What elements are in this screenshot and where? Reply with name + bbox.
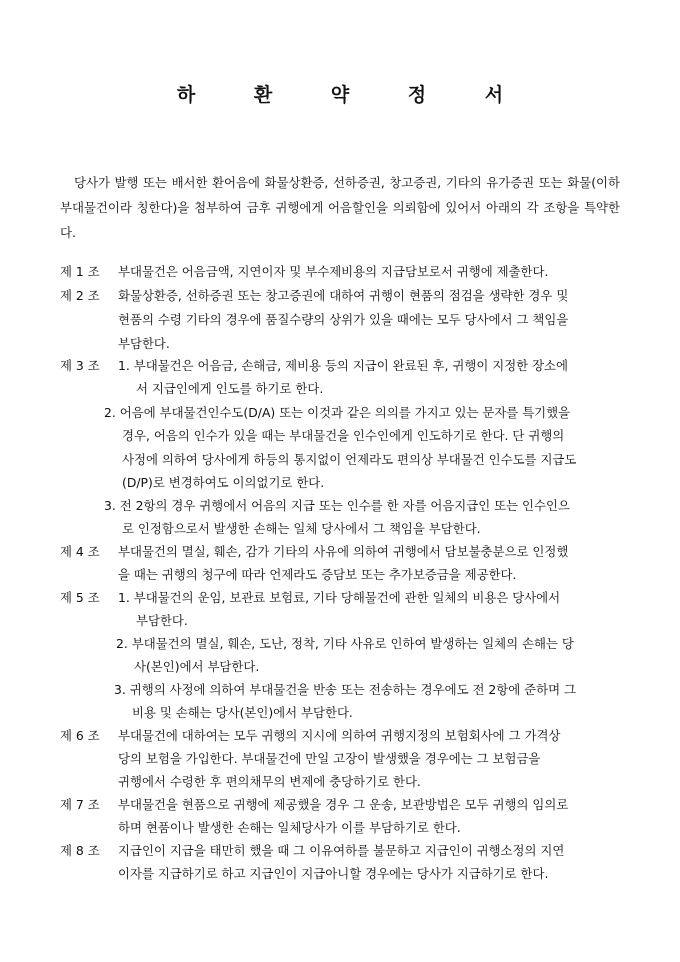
article-6-line: 귀행에서 수령한 후 편의채무의 변제에 충당하기로 한다. bbox=[118, 774, 421, 789]
article-5-item-2-line: 2. 부대물건의 멸실, 훼손, 도난, 정착, 기타 사유로 인하여 발생하는 일체의 손해는 당 bbox=[116, 636, 574, 651]
article-3-label: 제 3 조 bbox=[60, 358, 100, 373]
article-5-item-3-line: 비용 및 손해는 당사(본인)에서 부담한다. bbox=[132, 705, 353, 720]
article-6-line: 부대물건에 대하여는 모두 귀행의 지시에 의하여 귀행지정의 보험회사에 그 가격상 bbox=[118, 728, 561, 743]
article-8-line: 이자를 지급하기로 하고 지급인이 지급아니할 경우에는 당사가 지급하기로 한다. bbox=[118, 866, 549, 881]
article-2-line: 현품의 수령 기타의 경우에 품질수량의 상위가 있을 때에는 모두 당사에서 그 책임을 bbox=[118, 312, 569, 327]
article-2-line: 화물상환증, 선하증권 또는 창고증권에 대하여 귀행이 현품의 점검을 생략한 경우 및 bbox=[118, 288, 569, 303]
article-3-item-2-line: (D/P)로 변경하여도 이의없기로 한다. bbox=[122, 475, 325, 490]
article-3-item-3-line: 3. 전 2항의 경우 귀행에서 어음의 지급 또는 인수를 한 자를 어음지급인 또는 인수인으 bbox=[104, 498, 570, 513]
article-6-line: 당의 보험을 가입한다. 부대물건에 만일 고장이 발생했을 경우에는 그 보험금을 bbox=[118, 751, 541, 766]
article-5-item-3-line: 3. 귀행의 사정에 의하여 부대물건을 반송 또는 전송하는 경우에도 전 2항에 준하며 그 bbox=[114, 682, 576, 697]
article-4-label: 제 4 조 bbox=[60, 544, 100, 559]
article-8-label: 제 8 조 bbox=[60, 843, 100, 858]
article-8-line: 지급인이 지급을 태만히 했을 때 그 이유여하를 불문하고 지급인이 귀행소정의 지연 bbox=[118, 843, 565, 858]
article-5-item-1-line: 1. 부대물건의 운임, 보관료 보험료, 기타 당해물건에 관한 일체의 비용은 당사에서 bbox=[118, 590, 561, 605]
article-3-item-1-line: 1. 부대물건은 어음금, 손해금, 제비용 등의 지급이 완료된 후, 귀행이 지정한 장소에 bbox=[118, 358, 568, 373]
article-3-item-2-line: 경우, 어음의 인수가 있을 때는 부대물건을 인수인에게 인도하기로 한다. 단 귀행의 bbox=[122, 428, 565, 443]
article-4-line: 을 때는 귀행의 청구에 따라 언제라도 증담보 또는 추가보증금을 제공한다. bbox=[118, 567, 517, 582]
article-2-line: 부담한다. bbox=[118, 336, 170, 351]
article-4-line: 부대물건의 멸실, 훼손, 감가 기타의 사유에 의하여 귀행에서 담보불충분으로 인정했 bbox=[118, 544, 569, 559]
article-3-item-2-line: 2. 어음에 부대물건인수도(D/A) 또는 이것과 같은 의의를 가지고 있는 문자를 특기했을 bbox=[104, 405, 571, 420]
article-5-item-1-line: 부담한다. bbox=[136, 613, 188, 628]
article-7-line: 부대물건을 현품으로 귀행에 제공했을 경우 그 운송, 보관방법은 모두 귀행의 임의로 bbox=[118, 797, 569, 812]
article-5-label: 제 5 조 bbox=[60, 590, 100, 605]
article-7-label: 제 7 조 bbox=[60, 797, 100, 812]
article-7-line: 하며 현품이나 발생한 손해는 일체당사가 이를 부담하기로 한다. bbox=[118, 820, 461, 835]
article-2-label: 제 2 조 bbox=[60, 288, 100, 303]
article-3-item-2-line: 사정에 의하여 당사에게 하등의 통지없이 언제라도 편의상 부대물건 인수도를 지급도 bbox=[122, 452, 577, 467]
article-3-item-3-line: 로 인정함으로서 발생한 손해는 일체 당사에서 그 책임을 부담한다. bbox=[122, 521, 481, 536]
article-1-line: 부대물건은 어음금액, 지연이자 및 부수제비용의 지급담보로서 귀행에 제출한다. bbox=[118, 264, 549, 279]
article-5-item-2-line: 사(본인)에서 부담한다. bbox=[134, 659, 260, 674]
article-1-label: 제 1 조 bbox=[60, 264, 100, 279]
intro-paragraph: 당사가 발행 또는 배서한 환어음에 화물상환증, 선하증권, 창고증권, 기타의 유가증권 또는 화물(이하 부대물건이라 칭한다)을 첨부하여 금후 귀행에게 어음할인을 의뢰함에 있어서 아래의 각 조항을 특약한다. bbox=[60, 175, 620, 240]
article-6-label: 제 6 조 bbox=[60, 728, 100, 743]
document-title: 하 환 약 정 서 bbox=[176, 84, 530, 106]
article-3-item-1-line: 서 지급인에게 인도를 하기로 한다. bbox=[136, 381, 324, 396]
